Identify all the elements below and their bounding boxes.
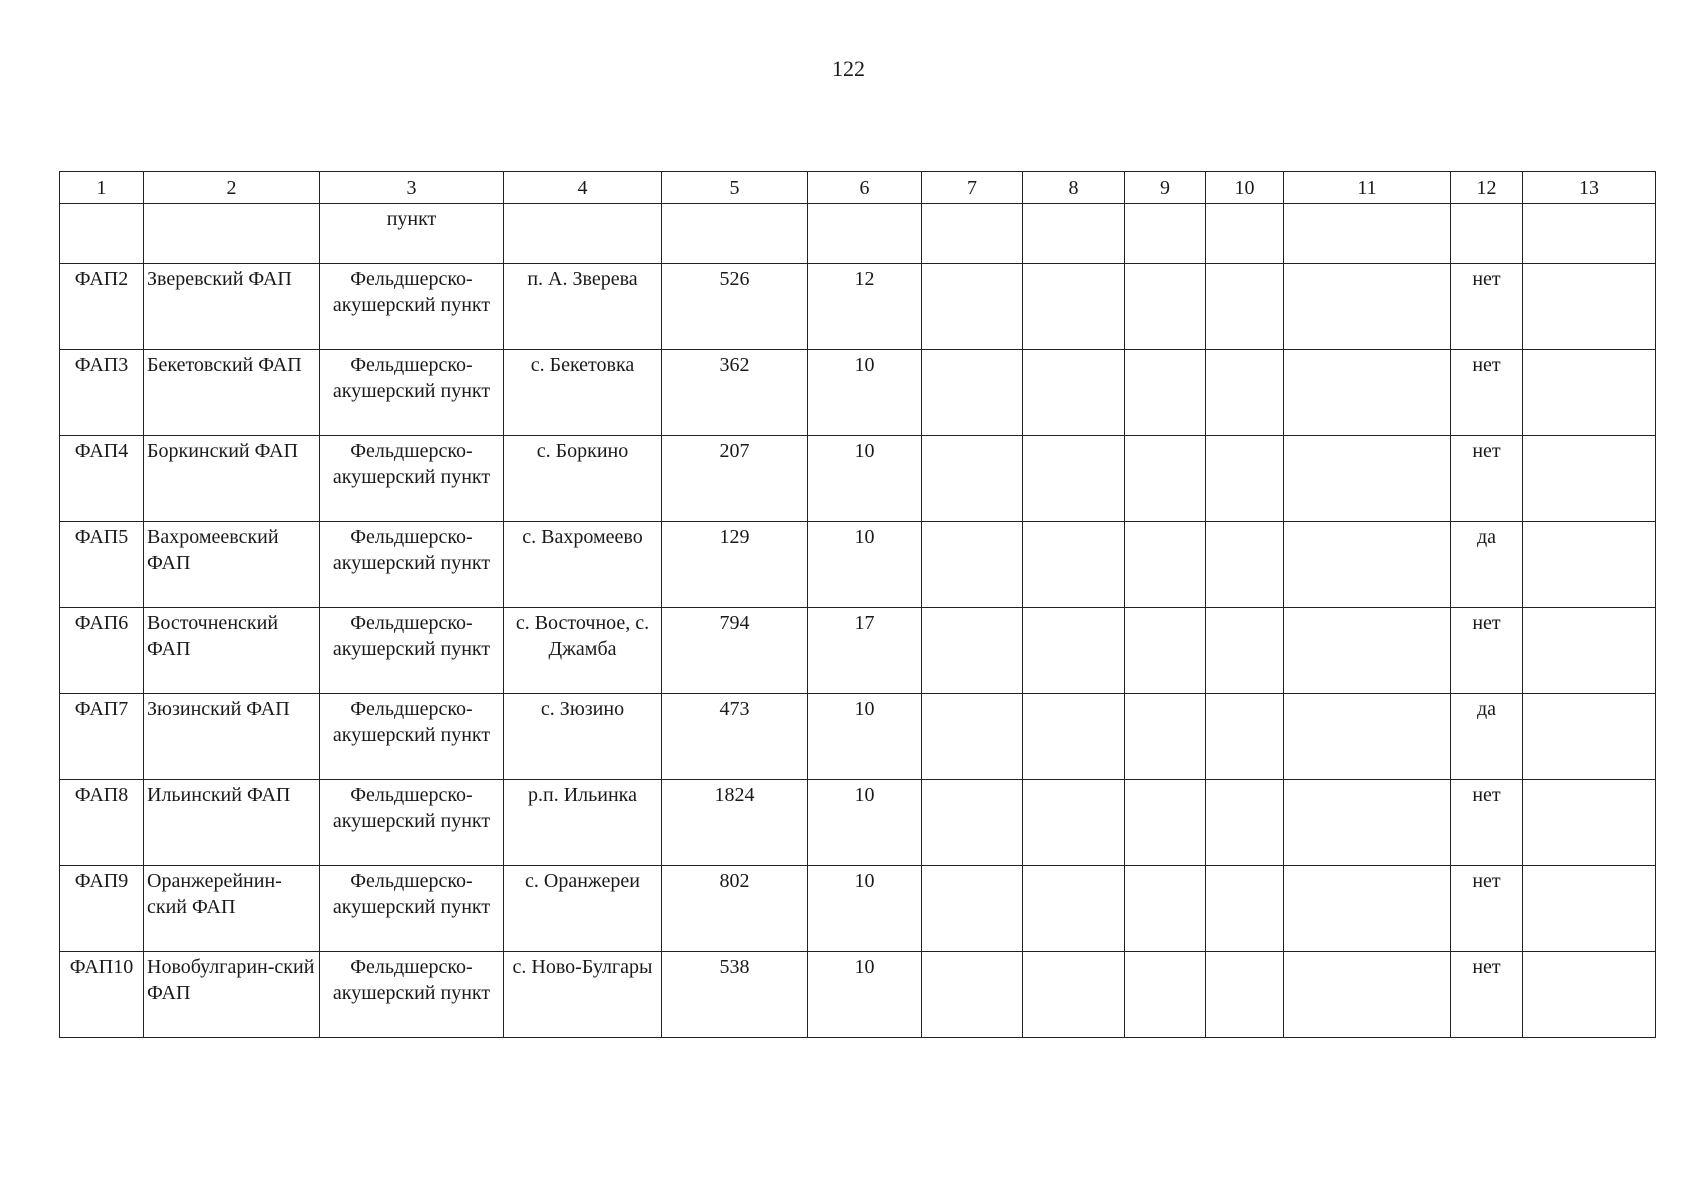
table-row	[60, 694, 1656, 780]
column-header-6: 6	[808, 172, 922, 204]
table-cell	[1284, 264, 1451, 350]
table-cell	[1125, 522, 1206, 608]
table-cell: п. А. Зверева	[504, 264, 662, 350]
table-cell	[1523, 204, 1656, 264]
table-cell	[1284, 952, 1451, 1038]
table-cell	[1284, 350, 1451, 436]
table-cell	[1023, 264, 1125, 350]
table-cell	[1523, 780, 1656, 866]
table-cell	[1206, 866, 1284, 952]
column-header-11: 11	[1284, 172, 1451, 204]
table-cell	[1206, 204, 1284, 264]
table-cell: 10	[808, 350, 922, 436]
table-cell: Новобулгарин-ский ФАП	[144, 952, 320, 1038]
table-cell	[1125, 866, 1206, 952]
table-row	[60, 350, 1656, 436]
table-cell	[1023, 350, 1125, 436]
table-cell	[1284, 522, 1451, 608]
table-cell	[1206, 780, 1284, 866]
table-cell	[1023, 436, 1125, 522]
table-cell: ФАП2	[60, 264, 144, 350]
table-cell	[1523, 608, 1656, 694]
table-cell	[1206, 436, 1284, 522]
table-cell: с. Бекетовка	[504, 350, 662, 436]
table-cell: р.п. Ильинка	[504, 780, 662, 866]
table-cell	[1523, 866, 1656, 952]
table-cell: Фельдшерско-акушерский пункт	[320, 522, 504, 608]
table-cell	[1523, 694, 1656, 780]
table-cell	[922, 608, 1023, 694]
table-cell	[1206, 608, 1284, 694]
table-cell: 526	[662, 264, 808, 350]
table-cell: нет	[1451, 780, 1523, 866]
table-cell	[1451, 204, 1523, 264]
table-cell: Бекетовский ФАП	[144, 350, 320, 436]
table-cell	[1284, 780, 1451, 866]
table-cell: 207	[662, 436, 808, 522]
table-cell: да	[1451, 522, 1523, 608]
table-cell	[1523, 952, 1656, 1038]
table-cell: ФАП5	[60, 522, 144, 608]
table-cell: Фельдшерско-акушерский пункт	[320, 866, 504, 952]
table-cell	[504, 204, 662, 264]
table-cell	[922, 952, 1023, 1038]
table-cell: Фельдшерско-акушерский пункт	[320, 350, 504, 436]
facilities-table	[59, 171, 1656, 1038]
table-cell	[60, 204, 144, 264]
table-cell: с. Оранжереи	[504, 866, 662, 952]
table-cell	[1023, 694, 1125, 780]
table-cell: Зюзинский ФАП	[144, 694, 320, 780]
column-header-8: 8	[1023, 172, 1125, 204]
table-cell	[1023, 952, 1125, 1038]
table-cell: ФАП6	[60, 608, 144, 694]
table-cell: с. Боркино	[504, 436, 662, 522]
table-cell	[662, 204, 808, 264]
table-cell: 802	[662, 866, 808, 952]
table-cell: 10	[808, 436, 922, 522]
table-row	[60, 952, 1656, 1038]
table-cell: с. Ново-Булгары	[504, 952, 662, 1038]
column-header-12: 12	[1451, 172, 1523, 204]
table-row	[60, 866, 1656, 952]
table-cell	[922, 866, 1023, 952]
table-cell: ФАП8	[60, 780, 144, 866]
table-cell	[1284, 694, 1451, 780]
table-cell	[1206, 522, 1284, 608]
table-cell	[808, 204, 922, 264]
table-cell	[1284, 204, 1451, 264]
table-cell: 10	[808, 522, 922, 608]
table-cell	[1523, 264, 1656, 350]
column-header-9: 9	[1125, 172, 1206, 204]
table-cell: Фельдшерско-акушерский пункт	[320, 952, 504, 1038]
table-cell: ФАП10	[60, 952, 144, 1038]
table-cell: Вахромеевский ФАП	[144, 522, 320, 608]
column-header-5: 5	[662, 172, 808, 204]
table-cell: нет	[1451, 952, 1523, 1038]
table-row	[60, 264, 1656, 350]
table-cell	[1023, 780, 1125, 866]
table-cell	[1125, 264, 1206, 350]
table-cell	[922, 694, 1023, 780]
table-cell: нет	[1451, 350, 1523, 436]
table-cell	[1125, 204, 1206, 264]
table-cell	[1206, 350, 1284, 436]
table-cell: 10	[808, 866, 922, 952]
table-cell	[144, 204, 320, 264]
table-cell: 538	[662, 952, 808, 1038]
column-header-2: 2	[144, 172, 320, 204]
table-cell: 362	[662, 350, 808, 436]
table-cell: Фельдшерско-акушерский пункт	[320, 264, 504, 350]
table-cell: Фельдшерско-акушерский пункт	[320, 436, 504, 522]
table-cell	[1125, 350, 1206, 436]
table-cell: с. Вахромеево	[504, 522, 662, 608]
table-cell	[1125, 694, 1206, 780]
table-cell	[1125, 952, 1206, 1038]
table-cell	[1023, 866, 1125, 952]
table-cell: 794	[662, 608, 808, 694]
table-cell: Боркинский ФАП	[144, 436, 320, 522]
table-cell	[1284, 866, 1451, 952]
table-cell	[1023, 608, 1125, 694]
table-cell	[1523, 436, 1656, 522]
table-cell: с. Зюзино	[504, 694, 662, 780]
table-cell	[1125, 436, 1206, 522]
column-header-10: 10	[1206, 172, 1284, 204]
table-cell	[922, 522, 1023, 608]
table-cell: Восточненский ФАП	[144, 608, 320, 694]
table-cell	[922, 780, 1023, 866]
table-cell	[1284, 436, 1451, 522]
table-cell	[922, 436, 1023, 522]
table-cell: Фельдшерско-акушерский пункт	[320, 780, 504, 866]
table-cell	[1125, 608, 1206, 694]
table-cell: нет	[1451, 264, 1523, 350]
table-cell: Фельдшерско-акушерский пункт	[320, 694, 504, 780]
table-cell: 10	[808, 952, 922, 1038]
table-cell	[1023, 522, 1125, 608]
table-cell	[1206, 952, 1284, 1038]
table-cell: ФАП7	[60, 694, 144, 780]
table-cell: Зверевский ФАП	[144, 264, 320, 350]
continuation-row	[60, 204, 1656, 264]
table-cell: Оранжерейнин-ский ФАП	[144, 866, 320, 952]
table-cell: нет	[1451, 436, 1523, 522]
table-cell: ФАП3	[60, 350, 144, 436]
table-cell: да	[1451, 694, 1523, 780]
column-header-13: 13	[1523, 172, 1656, 204]
table-cell: нет	[1451, 608, 1523, 694]
table-cell: 17	[808, 608, 922, 694]
table-cell: 10	[808, 780, 922, 866]
table-cell: нет	[1451, 866, 1523, 952]
table-cell	[1206, 264, 1284, 350]
table-cell: 12	[808, 264, 922, 350]
table-cell	[1523, 522, 1656, 608]
table-cell	[1284, 608, 1451, 694]
table-cell	[1206, 694, 1284, 780]
column-header-3: 3	[320, 172, 504, 204]
table-row	[60, 522, 1656, 608]
table-cell: пункт	[320, 204, 504, 264]
table-cell	[922, 204, 1023, 264]
table-cell	[922, 264, 1023, 350]
table-cell	[1523, 350, 1656, 436]
table-cell: ФАП9	[60, 866, 144, 952]
table-cell	[1023, 204, 1125, 264]
table-row	[60, 436, 1656, 522]
table-cell: 129	[662, 522, 808, 608]
header-row	[60, 172, 1656, 204]
table-row	[60, 780, 1656, 866]
column-header-4: 4	[504, 172, 662, 204]
table-cell: 473	[662, 694, 808, 780]
table-cell: с. Восточное, с. Джамба	[504, 608, 662, 694]
table-cell: Ильинский ФАП	[144, 780, 320, 866]
column-header-1: 1	[60, 172, 144, 204]
table-cell: ФАП4	[60, 436, 144, 522]
page-number: 122	[832, 56, 865, 81]
table-cell	[922, 350, 1023, 436]
table-cell: 10	[808, 694, 922, 780]
table-cell: Фельдшерско-акушерский пункт	[320, 608, 504, 694]
table-row	[60, 608, 1656, 694]
table-cell: 1824	[662, 780, 808, 866]
column-header-7: 7	[922, 172, 1023, 204]
table-cell	[1125, 780, 1206, 866]
